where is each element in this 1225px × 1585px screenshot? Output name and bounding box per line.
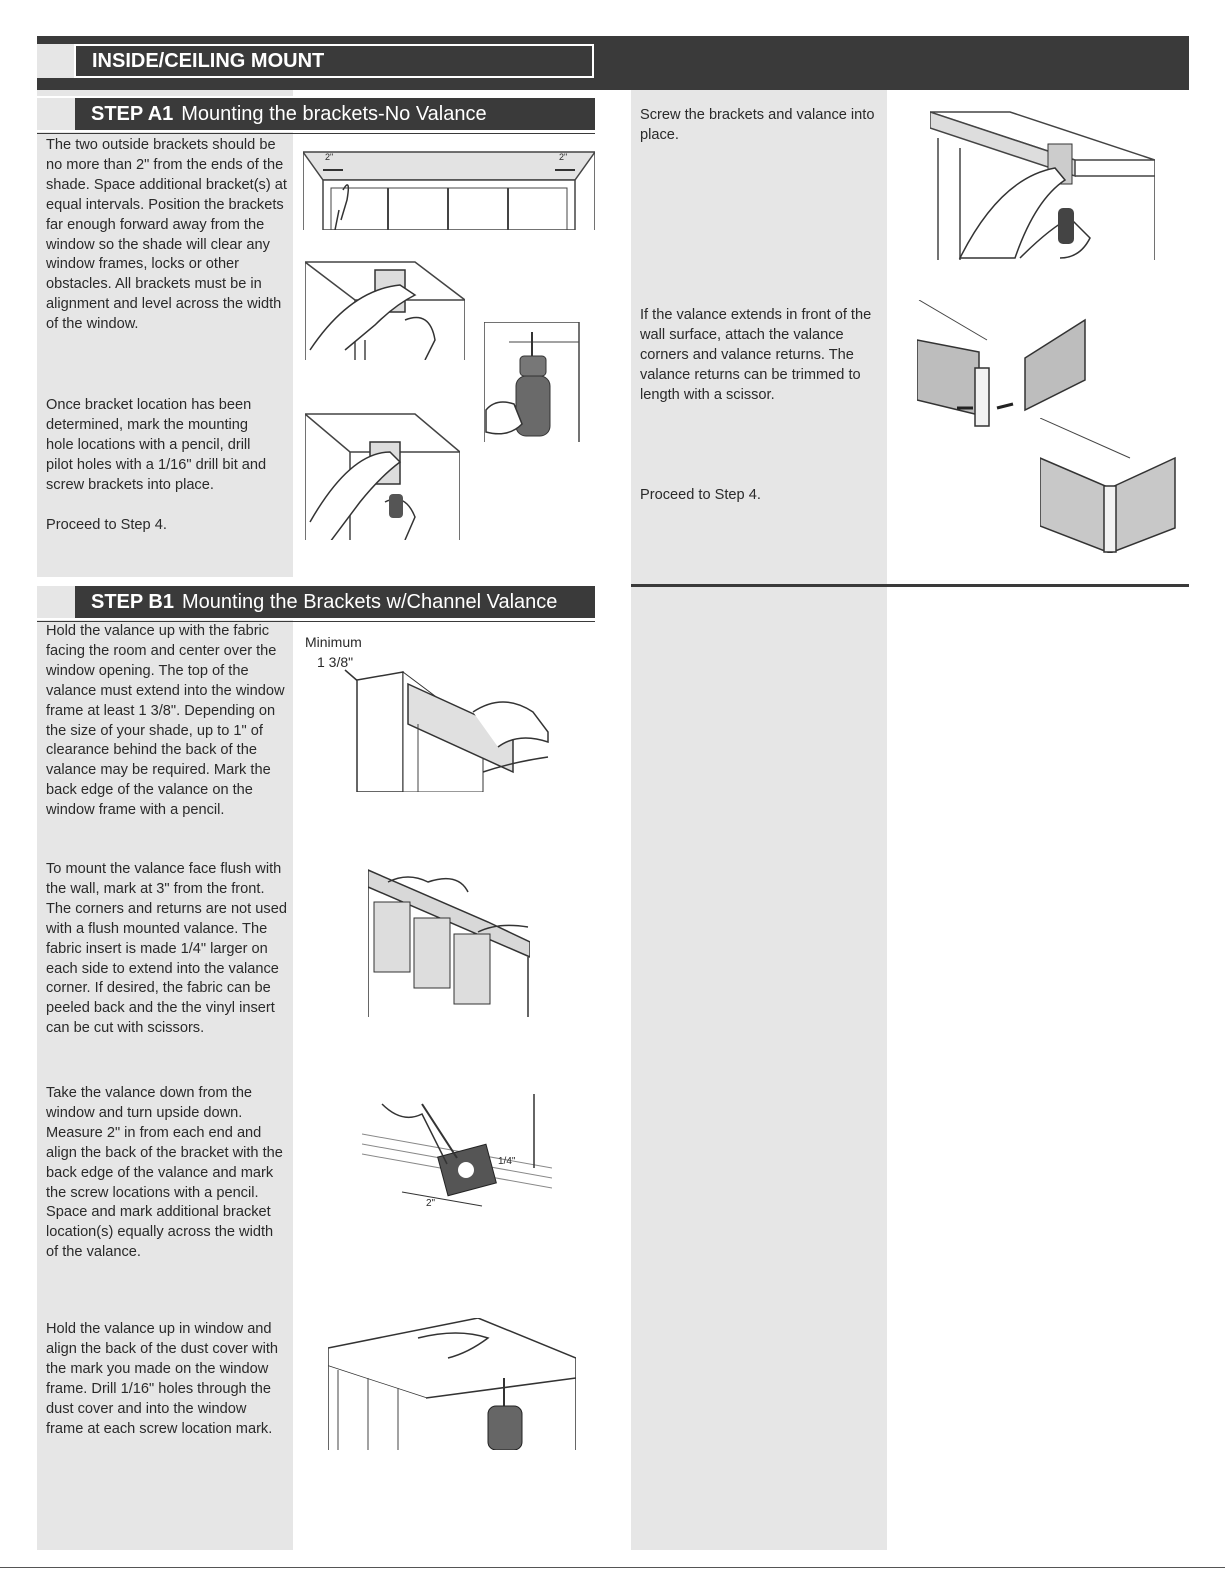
hands-mark-bracket-illustration xyxy=(305,260,465,360)
step-b1-para4: Hold the valance up in window and align the back of the dust cover with the mark you made on the window frame. Drill 1/16" holes through the dust cover and into the window frame at each screw location mark. xyxy=(46,1321,279,1437)
step-a1-title: Mounting the brackets-No Valance xyxy=(181,103,487,125)
fig-minimum-value: 1 3/8" xyxy=(317,654,354,670)
step-a1-label: STEP A1 xyxy=(91,103,174,125)
step-a1-notch xyxy=(37,98,75,130)
page-title: INSIDE/CEILING MOUNT xyxy=(74,44,594,78)
step-b1-para1: Hold the valance up with the fabric facing the room and center over the window opening. The top of the valance must extend into the window frame at least 1 3/8". Depending on the size of your shade, up to 1" of clearance behind the back of the valance may be required. Mark the back edge of the valance on the window frame with a pencil. xyxy=(46,623,285,819)
fig-quarter-inch: 1/4" xyxy=(498,1156,516,1167)
window-bracket-spacing-illustration xyxy=(303,150,595,230)
step-b1-para3: Take the valance down from the window and turn upside down. Measure 2" in from each end and align the back of the bracket with the back edge of the valance and mark the screw locations with a pencil. Space and mark additional bracket location(s) equally across the width of the valance. xyxy=(46,1085,283,1261)
section-divider xyxy=(631,584,1189,587)
step-b1-para2: To mount the valance face flush with the wall, mark at 3" from the front. The corners and returns are not used with a flush mounted valance. The fabric insert is made 1/4" larger on each side to extend into the valance corner. If desired, the fabric can be peeled back and the the vinyl insert can be cut with scissors. xyxy=(46,861,287,1037)
fig-label-right-2in: 2" xyxy=(559,152,568,162)
right-top-proceed: Proceed to Step 4. xyxy=(640,487,761,503)
right-text-column-bottom xyxy=(631,587,887,1550)
header-notch xyxy=(37,44,74,78)
step-b1-header xyxy=(37,584,595,622)
step-b1-title: Mounting the Brackets w/Channel Valance xyxy=(182,591,558,613)
bottom-rule xyxy=(0,1567,1225,1568)
step-b1-label: STEP B1 xyxy=(91,591,174,613)
drill-through-dust-cover-illustration xyxy=(328,1318,576,1450)
drill-illustration xyxy=(484,322,584,442)
fig-two-inch: 2" xyxy=(426,1198,436,1209)
step-b1-notch xyxy=(37,586,75,618)
assembled-valance-corner-illustration xyxy=(1040,418,1185,553)
step-a1-proceed: Proceed to Step 4. xyxy=(46,517,167,533)
valance-corner-returns-illustration xyxy=(917,300,1097,435)
screw-valance-illustration xyxy=(930,108,1155,260)
right-top-para2: If the valance extends in front of the wall surface, attach the valance corners and valance returns. The valance returns can be trimmed to length with a scissor. xyxy=(640,307,872,403)
valance-flush-mount-illustration xyxy=(368,862,530,1017)
step-a1-para1: The two outside brackets should be no more than 2" from the ends of the shade. Space additional bracket(s) at equal intervals. Position the brackets far enough forward away from the window so the shade will clear any window frames, locks or other obstacles. All brackets must be in alignment and level across the width of the window. xyxy=(46,137,287,333)
hands-screw-bracket-illustration xyxy=(305,412,460,540)
right-top-para1: Screw the brackets and valance into place. xyxy=(640,107,875,143)
step-a1-para2: Once bracket location has been determined, mark the mounting hole locations with a pencil, drill pilot holes with a 1/16" drill bit and screw brackets into place. xyxy=(46,397,267,493)
fig-label-left-2in: 2" xyxy=(325,152,334,162)
mark-bracket-on-valance-illustration xyxy=(362,1094,552,1224)
step-a1-header xyxy=(37,96,595,134)
fig-minimum-label: Minimum xyxy=(305,634,362,650)
valance-minimum-depth-illustration xyxy=(303,632,553,792)
